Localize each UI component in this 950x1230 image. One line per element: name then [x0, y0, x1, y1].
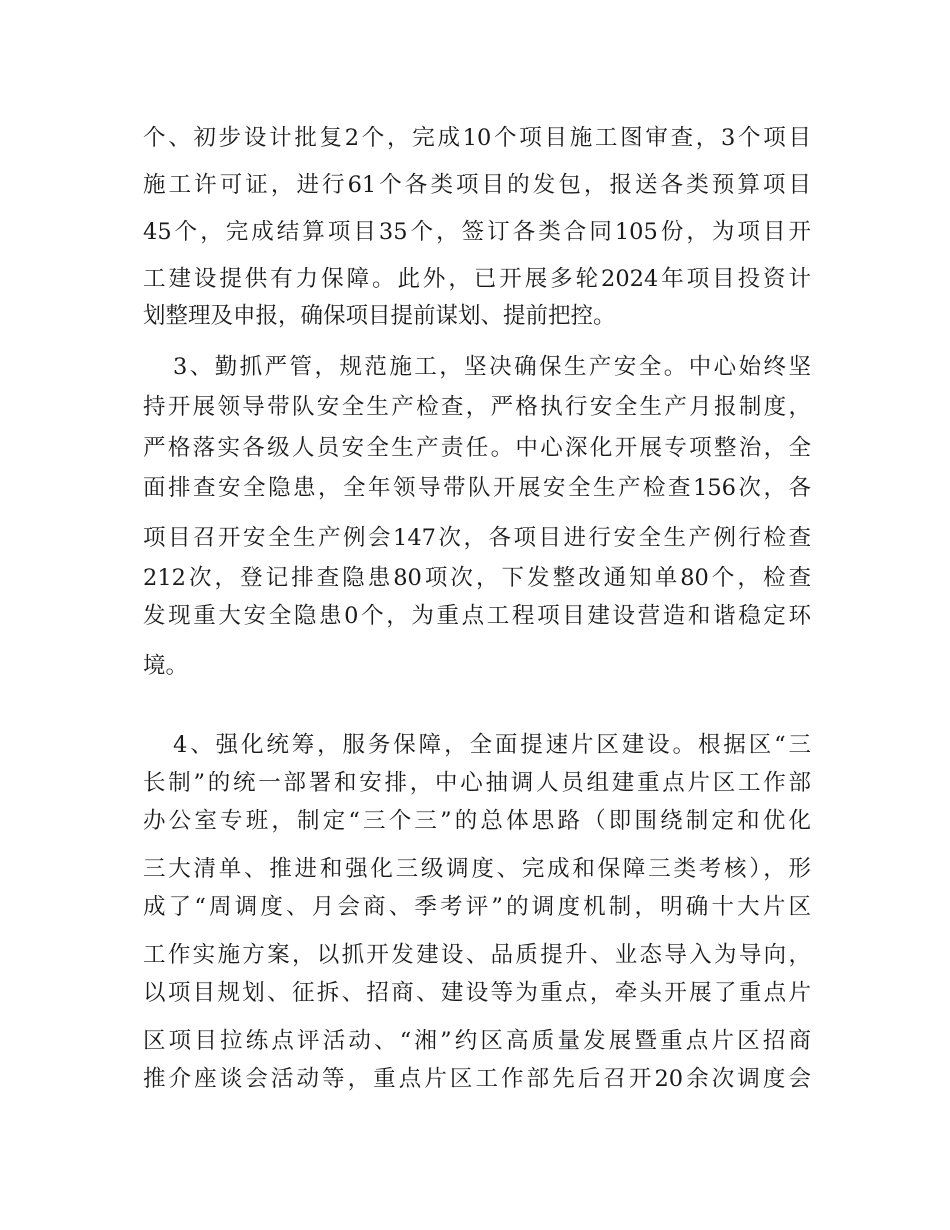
text-line: 划整理及申报，确保项目提前谋划、提前把控。: [143, 303, 616, 329]
text-line: 3、勤抓严管，规范施工，坚决确保生产安全。中心始终坚: [173, 354, 811, 380]
text-line: 工作实施方案，以抓开发建设、品质提升、业态导入为导向，: [143, 942, 811, 968]
text-line: 持开展领导带队安全生产检查，严格执行安全生产月报制度，: [143, 394, 811, 420]
text-line: 施工许可证，进行61个各类项目的发包，报送各类预算项目: [143, 172, 811, 198]
text-line: 区项目拉练点评活动、“湘”约区高质量发展暨重点片区招商: [143, 1028, 811, 1054]
text-line: 成了“周调度、月会商、季考评”的调度机制，明确十大片区: [143, 894, 811, 920]
text-line: 办公室专班，制定“三个三”的总体思路（即围绕制定和优化: [143, 808, 811, 834]
text-line: 4、强化统筹，服务保障，全面提速片区建设。根据区“三: [173, 732, 811, 758]
text-line: 以项目规划、征拆、招商、建设等为重点，牵头开展了重点片: [143, 980, 811, 1006]
text-line: 项目召开安全生产例会147次，各项目进行安全生产例行检查: [143, 525, 811, 551]
text-line: 个、初步设计批复2个，完成10个项目施工图审查，3个项目: [143, 125, 811, 151]
text-line: 212次，登记排查隐患80项次，下发整改通知单80个，检查: [143, 565, 811, 591]
text-line: 境。: [143, 653, 189, 679]
text-line: 发现重大安全隐患0个，为重点工程项目建设营造和谐稳定环: [143, 603, 811, 629]
text-line: 45个，完成结算项目35个，签订各类合同105份，为项目开: [143, 219, 811, 245]
text-line: 长制”的统一部署和安排，中心抽调人员组建重点片区工作部: [143, 770, 811, 796]
text-line: 严格落实各级人员安全生产责任。中心深化开展专项整治，全: [143, 435, 811, 461]
text-line: 面排查安全隐患，全年领导带队开展安全生产检查156次，各: [143, 475, 811, 501]
text-line: 推介座谈会活动等，重点片区工作部先后召开20余次调度会: [143, 1066, 811, 1092]
text-line: 工建设提供有力保障。此外，已开展多轮2024年项目投资计: [143, 266, 811, 292]
text-line: 三大清单、推进和强化三级调度、完成和保障三类考核），形: [143, 856, 811, 882]
